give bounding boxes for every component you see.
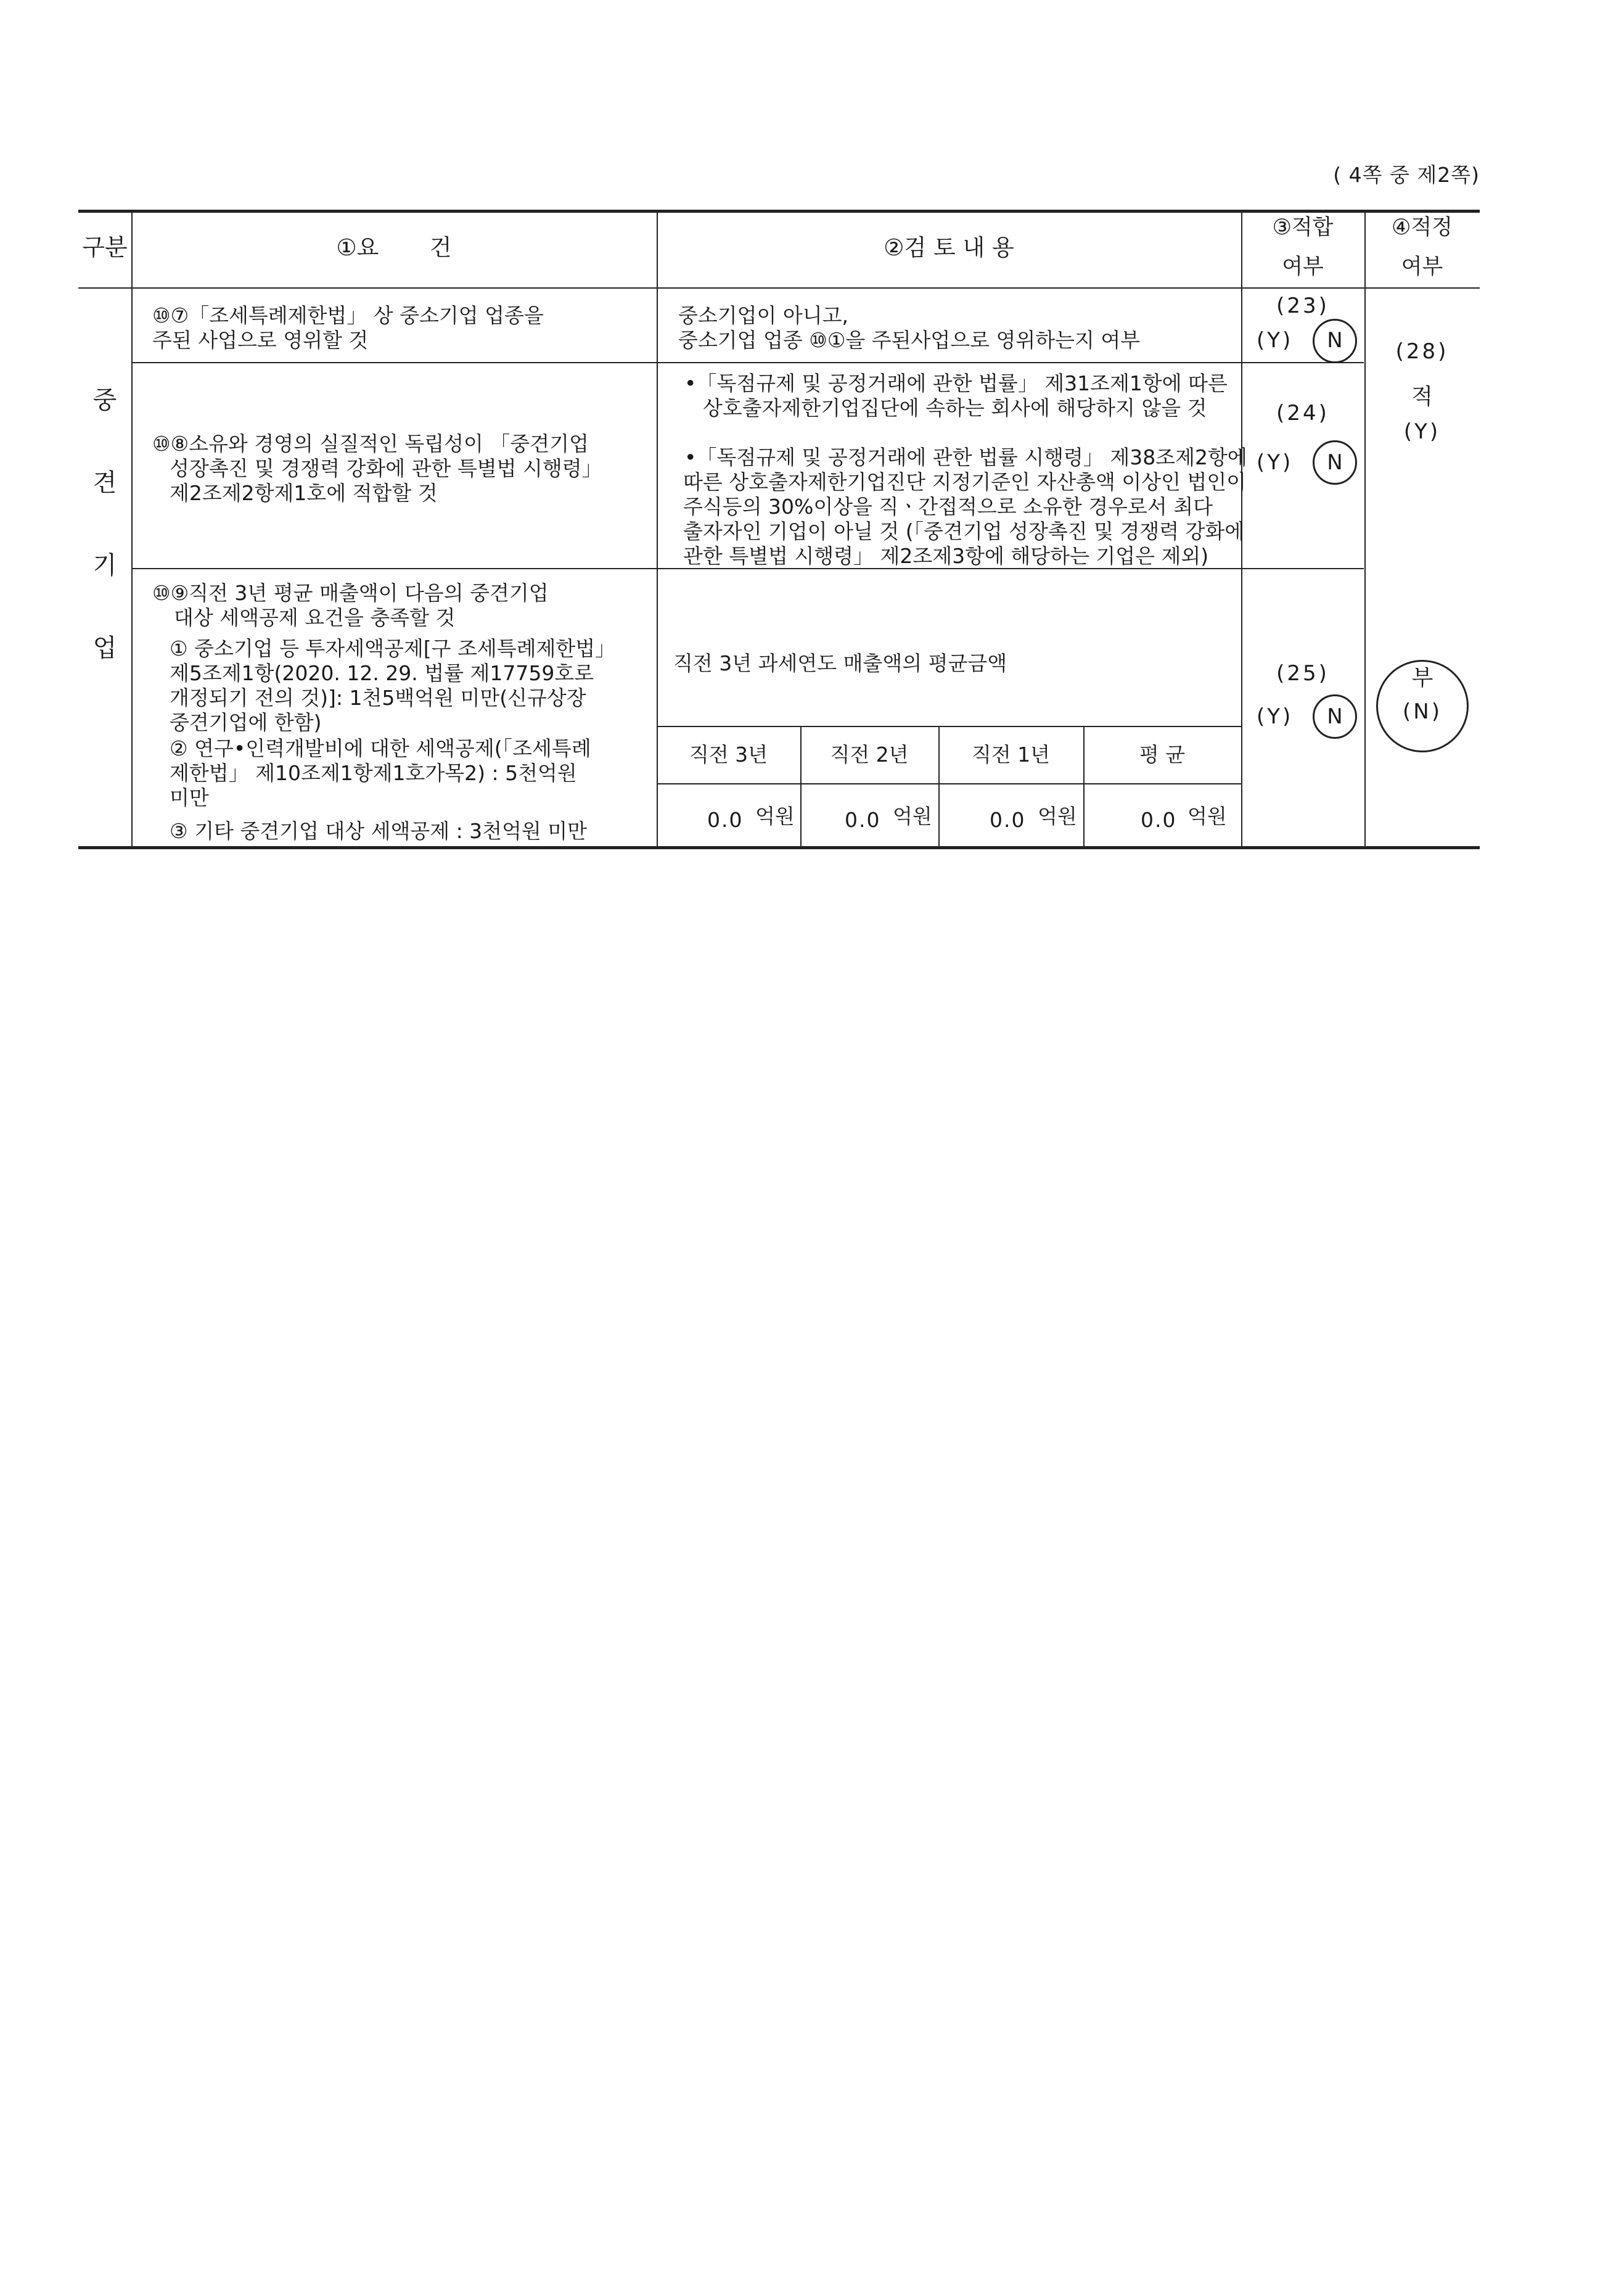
row3-review: 직전 3년 과세연도 매출액의 평균금액 bbox=[673, 651, 1007, 675]
header-proper-line2: 여부 bbox=[1401, 255, 1443, 279]
category-char-2: 견 bbox=[92, 469, 117, 497]
table-header-rule bbox=[78, 287, 1480, 289]
sales-value-2y: 0.0 bbox=[845, 808, 881, 832]
row2-requirement-line3: 제2조제2항제1호에 적합할 것 bbox=[170, 481, 438, 505]
row1-fit-number: (23) bbox=[1276, 294, 1329, 318]
sales-header-1y: 직전 1년 bbox=[971, 743, 1051, 767]
col-line-4 bbox=[1364, 210, 1366, 848]
row3-item3: ③ 기타 중견기업 대상 세액공제 : 3천억원 미만 bbox=[170, 819, 588, 843]
row2-review-b-line5: 관한 특별법 시행령」 제2조제3항에 해당하는 기업은 제외) bbox=[683, 544, 1209, 568]
row3-item2-line1: ② 연구•인력개발비에 대한 세액공제(「조세특례 bbox=[170, 736, 591, 760]
row2-review-b-line2: 따른 상호출자제한기업진단 지정기준인 자산총액 이상인 법인이 bbox=[683, 470, 1247, 494]
proper-final-value: 부 bbox=[1411, 665, 1433, 691]
sales-value-1y: 0.0 bbox=[990, 808, 1026, 832]
row3-item2-line2: 제한법」 제10조제1항제1호가목2) : 5천억원 bbox=[170, 761, 577, 785]
row2-review-a-line2: 상호출자제한기업집단에 속하는 회사에 해당하지 않을 것 bbox=[703, 396, 1207, 420]
row2-requirement-line2: 성장촉진 및 경쟁력 강화에 관한 특별법 시행령」 bbox=[170, 456, 602, 480]
row3-requirement-title-line1: ⑩⑨직전 3년 평균 매출액이 다음의 중견기업 bbox=[152, 581, 549, 605]
proper-final-no: (N) bbox=[1403, 699, 1442, 724]
row2-review-b-line4: 출자자인 기업이 아닐 것 (「중견기업 성장촉진 및 경쟁력 강화에 bbox=[683, 519, 1245, 543]
sales-unit-2y: 억원 bbox=[893, 804, 932, 828]
row3-item1-line2: 제5조제1항(2020. 12. 29. 법률 제17759호로 bbox=[170, 661, 594, 685]
table-top-rule bbox=[78, 210, 1480, 213]
row2-fit-no: N bbox=[1327, 450, 1343, 475]
category-char-3: 기 bbox=[92, 551, 117, 580]
sales-header-3y: 직전 3년 bbox=[689, 743, 768, 767]
proper-number: (28) bbox=[1395, 339, 1449, 364]
row1-fit-no: N bbox=[1327, 328, 1343, 353]
row2-review-b-line3: 주식등의 30%이상을 직ㆍ간접적으로 소유한 경우로서 최다 bbox=[683, 495, 1213, 519]
sales-unit-3y: 억원 bbox=[755, 804, 795, 828]
row1-requirement-line1: ⑩⑦「조세특례제한법」 상 중소기업 업종을 bbox=[152, 303, 544, 327]
row-divider-1 bbox=[131, 362, 1364, 363]
header-requirements: ①요 건 bbox=[336, 234, 452, 261]
row1-review-line2: 중소기업 업종 ⑩①을 주된사업으로 영위하는지 여부 bbox=[678, 328, 1141, 352]
sales-header-2y: 직전 2년 bbox=[830, 743, 909, 767]
header-fit-line2: 여부 bbox=[1282, 255, 1324, 279]
page-indicator: ( 4쪽 중 제2쪽) bbox=[1333, 163, 1480, 187]
header-review: ②검 토 내 용 bbox=[884, 234, 1014, 261]
header-fit-line1: ③적합 bbox=[1272, 215, 1334, 240]
row3-item1-line1: ① 중소기업 등 투자세액공제[구 조세특례제한법」 bbox=[170, 636, 616, 660]
row2-review-a-line1: •「독점규제 및 공정거래에 관한 법률」 제31조제1항에 따른 bbox=[684, 371, 1228, 395]
row2-fit-number: (24) bbox=[1276, 401, 1329, 426]
sales-header-avg: 평 균 bbox=[1139, 743, 1186, 767]
row1-requirement-line2: 주된 사업으로 영위할 것 bbox=[152, 328, 369, 352]
row3-fit-number: (25) bbox=[1276, 661, 1329, 686]
row1-fit-yes: (Y) bbox=[1257, 328, 1294, 353]
sales-unit-avg: 억원 bbox=[1187, 804, 1227, 828]
row3-item1-line3: 개정되기 전의 것)]: 1천5백억원 미만(신규상장 bbox=[170, 686, 586, 710]
sales-subheader-bottom bbox=[657, 783, 1241, 784]
row3-fit-no: N bbox=[1327, 704, 1343, 729]
category-char-4: 업 bbox=[92, 634, 117, 662]
row1-review-line1: 중소기업이 아니고, bbox=[678, 303, 849, 327]
row2-review-b-line1: •「독점규제 및 공정거래에 관한 법률 시행령」 제38조제2항에 bbox=[684, 445, 1247, 469]
sales-value-3y: 0.0 bbox=[707, 808, 744, 832]
sales-subheader-top bbox=[657, 726, 1241, 727]
sales-value-avg: 0.0 bbox=[1141, 808, 1177, 832]
row2-fit-yes: (Y) bbox=[1257, 450, 1294, 475]
row3-item2-line3: 미만 bbox=[170, 786, 209, 810]
sales-unit-1y: 억원 bbox=[1038, 804, 1077, 828]
header-category: 구분 bbox=[82, 234, 128, 261]
row3-requirement-title-line2: 대상 세액공제 요건을 충족할 것 bbox=[174, 606, 456, 630]
row3-fit-yes: (Y) bbox=[1257, 704, 1294, 729]
col-line-1 bbox=[131, 210, 133, 848]
category-char-1: 중 bbox=[92, 386, 117, 414]
proper-row-yes: (Y) bbox=[1403, 419, 1441, 444]
row2-requirement-line1: ⑩⑧소유와 경영의 실질적인 독립성이 「중견기업 bbox=[152, 432, 589, 456]
proper-row-value: 적 bbox=[1411, 384, 1433, 409]
header-proper-line1: ④적정 bbox=[1392, 215, 1453, 240]
row3-item1-line4: 중견기업에 한함) bbox=[170, 710, 322, 734]
table-bottom-rule bbox=[78, 846, 1480, 849]
